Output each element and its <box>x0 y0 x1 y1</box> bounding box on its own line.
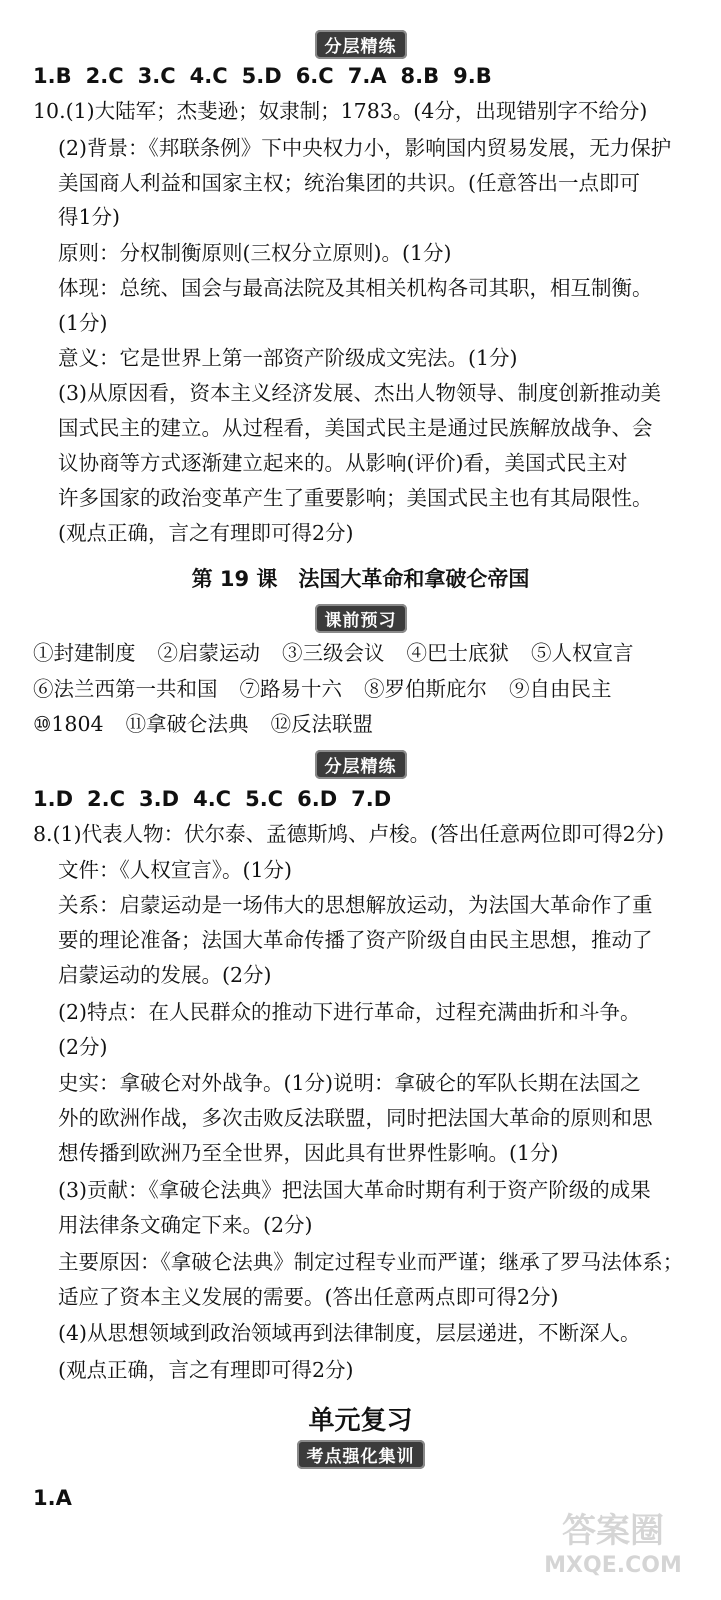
answer-line: (2)特点：在人民群众的推动下进行革命，过程充满曲折和斗争。 <box>58 1000 641 1024</box>
mc-answer: 5.C <box>245 787 284 811</box>
section-badge-practice-2: 分层精练 <box>315 750 407 779</box>
watermark-logo <box>523 1500 703 1580</box>
mc-answer: 3.D <box>139 787 180 811</box>
preview-answer: ③三级会议 <box>282 641 385 665</box>
unit-review-answer: 1.A <box>33 1486 72 1510</box>
preview-answer: ④巴士底狱 <box>406 641 509 665</box>
mc-answer: 9.B <box>453 64 492 88</box>
answer-line: 8.(1)代表人物：伏尔泰、孟德斯鸠、卢梭。(答出任意两位即可得2分) <box>33 822 665 846</box>
answer-line: (2分) <box>58 1035 108 1059</box>
answer-line: (3)贡献：《拿破仑法典》把法国大革命时期有利于资产阶级的成果 <box>58 1178 651 1202</box>
answer-line: 用法律条文确定下来。(2分) <box>58 1213 313 1237</box>
section-badge-key-points: 考点强化集训 <box>297 1440 425 1469</box>
answer-line: 想传播到欧洲乃至全世界，因此具有世界性影响。(1分) <box>58 1141 559 1165</box>
answer-line: 国式民主的建立。从过程看，美国式民主是通过民族解放战争、会 <box>58 416 653 440</box>
preview-answer: ⑨自由民主 <box>509 677 612 701</box>
preview-answer: ⑥法兰西第一共和国 <box>33 677 218 701</box>
answer-line: 原则：分权制衡原则(三权分立原则)。(1分) <box>58 241 452 265</box>
answer-line: 主要原因：《拿破仑法典》制定过程专业而严谨；继承了罗马法体系； <box>58 1250 684 1274</box>
answer-line: 史实：拿破仑对外战争。(1分)说明：拿破仑的军队长期在法国之 <box>58 1071 641 1095</box>
preview-row <box>33 643 656 664</box>
mc-answer: 4.C <box>193 787 232 811</box>
answer-line: 关系：启蒙运动是一场伟大的思想解放运动，为法国大革命作了重 <box>58 893 653 917</box>
mc-answer: 7.D <box>351 787 392 811</box>
section-badge-preview: 课前预习 <box>315 604 407 633</box>
answer-line: (观点正确，言之有理即可得2分) <box>58 1358 354 1382</box>
answer-line: (2)背景：《邦联条例》下中央权力小，影响国内贸易发展，无力保护 <box>58 136 672 160</box>
answer-line: 许多国家的政治变革产生了重要影响；美国式民主也有其局限性。 <box>58 486 653 510</box>
answer-line: 意义：它是世界上第一部资产阶级成文宪法。(1分) <box>58 346 518 370</box>
mc-answer: 1.B <box>33 64 72 88</box>
watermark-text-url: MXQE.COM <box>544 1553 682 1578</box>
answer-line: (1分) <box>58 311 108 335</box>
answer-line: 启蒙运动的发展。(2分) <box>58 963 272 987</box>
answer-line: 得1分) <box>58 205 121 229</box>
answer-line: 适应了资本主义发展的需要。(答出任意两点即可得2分) <box>58 1285 559 1309</box>
mc-answers-2 <box>33 789 405 810</box>
answer-line: (3)从原因看，资本主义经济发展、杰出人物领导、制度创新推动美 <box>58 381 662 405</box>
answer-line: 体现：总统、国会与最高法院及其相关机构各司其职，相互制衡。 <box>58 276 653 300</box>
watermark-text-cn: 答案圈 <box>562 1511 664 1551</box>
answer-line: (观点正确，言之有理即可得2分) <box>58 521 354 545</box>
preview-answer: ⑧罗伯斯庇尔 <box>364 677 487 701</box>
mc-answers-1 <box>33 66 506 87</box>
preview-answer: ⑫反法联盟 <box>270 712 374 736</box>
answer-line: 美国商人利益和国家主权；统治集团的共识。(任意答出一点即可 <box>58 171 640 195</box>
mc-answer: 4.C <box>189 64 228 88</box>
mc-answer: 1.D <box>33 787 74 811</box>
unit-review-title: 单元复习 <box>308 1406 413 1436</box>
mc-answer: 8.B <box>400 64 440 88</box>
answer-line: 要的理论准备；法国大革命传播了资产阶级自由民主思想，推动了 <box>58 928 653 952</box>
mc-answer: 7.A <box>347 64 387 88</box>
mc-answer: 2.C <box>85 64 124 88</box>
answer-line: 外的欧洲作战，多次击败反法联盟，同时把法国大革命的原则和思 <box>58 1106 653 1130</box>
mc-answer: 2.C <box>87 787 126 811</box>
answer-line: 议协商等方式逐渐建立起来的。从影响(评价)看，美国式民主对 <box>58 451 628 475</box>
mc-answer: 6.C <box>295 64 334 88</box>
preview-answer: ⑤人权宣言 <box>531 641 634 665</box>
preview-row <box>33 714 395 735</box>
lesson-title: 第 19 课 法国大革命和拿破仑帝国 <box>191 567 530 591</box>
answer-line: (4)从思想领域到政治领域再到法律制度，层层递进，不断深人。 <box>58 1321 641 1345</box>
mc-answer: 6.D <box>297 787 338 811</box>
answer-line: 文件：《人权宣言》。(1分) <box>58 858 293 882</box>
mc-answer: 3.C <box>137 64 176 88</box>
answer-line: 10.(1)大陆军；杰斐逊；奴隶制；1783。(4分，出现错别字不给分) <box>33 99 648 123</box>
preview-answer: ⑪拿破仑法典 <box>125 712 249 736</box>
preview-answer: ②启蒙运动 <box>157 641 260 665</box>
preview-answer: ⑦路易十六 <box>239 677 342 701</box>
mc-answer: 5.D <box>241 64 282 88</box>
preview-answer: ⑩1804 <box>33 712 104 736</box>
preview-answer: ①封建制度 <box>33 641 136 665</box>
section-badge-practice-1: 分层精练 <box>315 30 407 59</box>
preview-row <box>33 679 634 700</box>
